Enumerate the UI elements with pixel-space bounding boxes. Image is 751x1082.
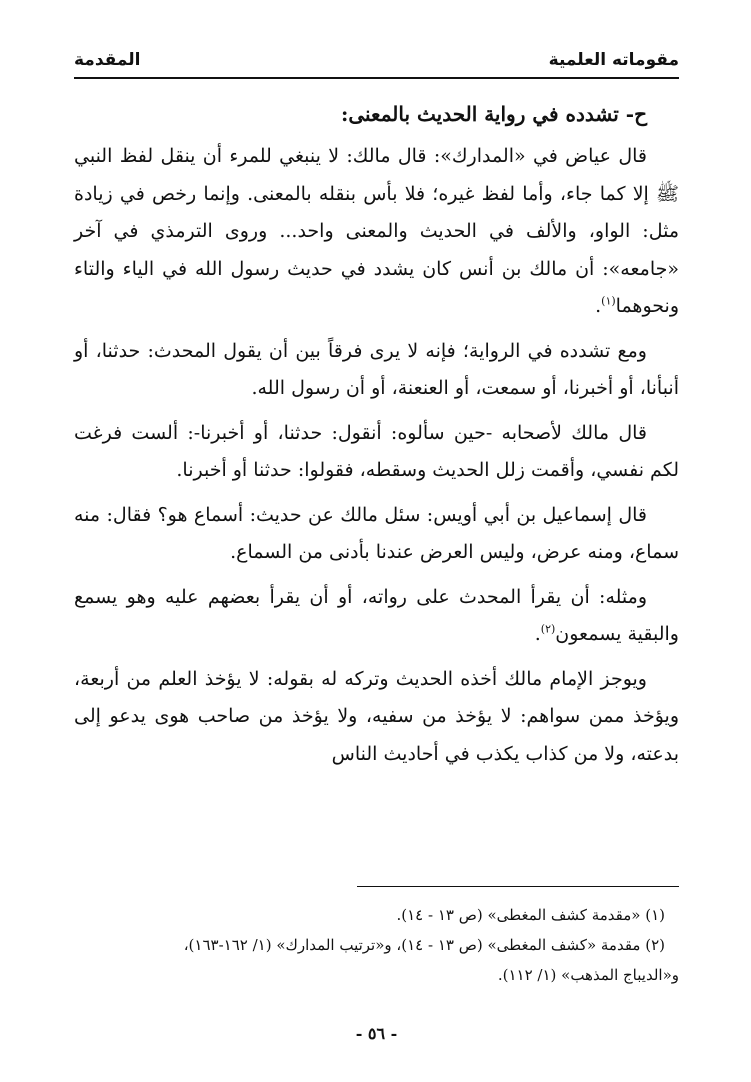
header-book-title: مقوماته العلمية — [548, 50, 679, 70]
paragraph-1 — [74, 138, 679, 326]
footnotes — [74, 900, 679, 990]
paragraph-4: قال إسماعيل بن أبي أويس: سئل مالك عن حديث: أسماع هو؟ فقال: منه سماع، ومنه عرض، وليس العرض عندنا بأدنى من السماع. — [74, 503, 679, 563]
footnote-2: (٢) مقدمة «كشف المغطى» (ص ١٣ - ١٤)، و«ترتيب المدارك» (١/ ١٦٢-١٦٣)، — [183, 936, 665, 954]
header-section-title: المقدمة — [74, 50, 141, 70]
book-page — [74, 40, 679, 1060]
footnote-rule — [357, 886, 679, 887]
footnote-1: (١) «مقدمة كشف المغطى» (ص ١٣ - ١٤). — [396, 906, 665, 924]
section-heading: ح- تشدده في رواية الحديث بالمعنى: — [340, 102, 647, 126]
paragraph-5-text: ومثله: أن يقرأ المحدث على رواته، أو أن يقرأ بعضهم عليه وهو يسمع والبقية يسمعون — [74, 585, 679, 645]
paragraph-1-tail: . — [595, 295, 602, 317]
running-header — [74, 46, 679, 74]
paragraph-2: ومع تشدده في الرواية؛ فإنه لا يرى فرقاً بين أن يقول المحدث: حدثنا، أو أنبأنا، أو أخبرنا، أو سمعت، أو العنعنة، أو أن رسول الله. — [74, 339, 679, 399]
paragraph-1-text: قال عياض في «المدارك»: قال مالك: لا ينبغي للمرء أن ينقل لفظ النبي ﷺ إلا كما جاء، وأما لفظ غيره؛ فلا بأس بنقله بالمعنى. وإنما رخص في زيادة مثل: الواو، والألف في الحديث والمعنى واحد... وروى الترمذي في آخر «جامعه»: أن مالك بن أنس كان يشدد في حديث رسول الله في الياء والتاء ونحوهما — [74, 145, 679, 317]
body-text — [74, 96, 679, 780]
paragraph-5 — [74, 579, 679, 654]
footnote-ref-1: (١) — [601, 294, 616, 308]
footnote-ref-2: (٢) — [540, 622, 556, 636]
paragraph-5-tail: . — [534, 623, 541, 645]
footnote-2-continuation: و«الديباج المذهب» (١/ ١١٢). — [497, 966, 679, 984]
paragraph-3: قال مالك لأصحابه -حين سألوه: أنقول: حدثنا، أو أخبرنا-: ألست فرغت لكم نفسي، وأقمت زلل الحديث وسقطه، فقولوا: حدثنا أو أخبرنا. — [74, 421, 679, 481]
page-number: - ٥٦ - — [355, 1024, 398, 1043]
paragraph-6: ويوجز الإمام مالك أخذه الحديث وتركه له بقوله: لا يؤخذ العلم من أربعة، ويؤخذ ممن سواهم: لا يؤخذ من سفيه، ولا يؤخذ من صاحب هوى يدعو إلى بدعته، ولا من كذاب يكذب في أحاديث الناس — [74, 667, 679, 765]
header-rule — [74, 77, 679, 79]
